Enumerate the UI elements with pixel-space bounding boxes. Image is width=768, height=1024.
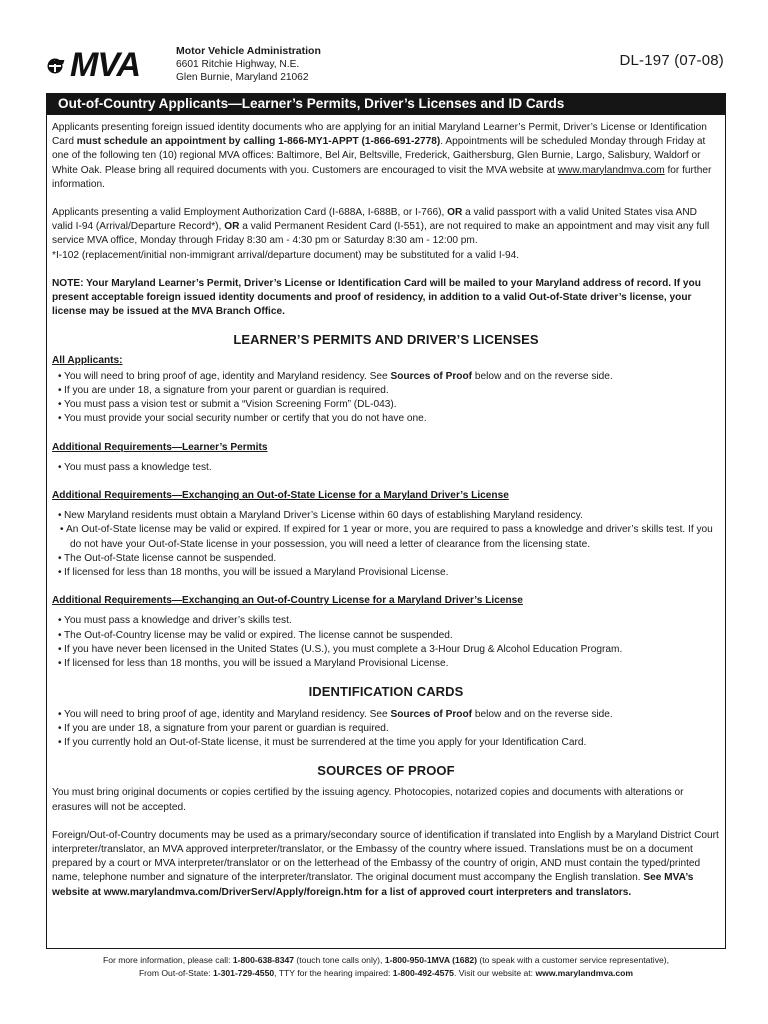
mva-logo (46, 46, 176, 80)
id-cards-list (52, 708, 720, 751)
appointment-phone: must schedule an appointment by calling 1-866-MY1-APPT (1-866-691-2778) (76, 136, 441, 148)
phone-customer-service: 1-800-950-1MVA (1682) (384, 955, 478, 965)
list-item: • You must provide your social security number or certify that you do not have one. (58, 413, 427, 425)
sources-paragraph-1: You must bring original documents or copies certified by the issuing agency. Photocopies, notarized copies and documents with alterations or erasures will not be accepted. (52, 787, 684, 813)
svg-text:MVA: MVA (70, 46, 141, 80)
sources-paragraph-2: Foreign/Out-of-Country documents may be used as a primary/secondary source of identification if translated into English by a Maryland District Court interpreter/translator, an MVA approved interpreter/translator, or the Embassy of the country where issued. Translations must be on a document prepared by a court or MVA interpreter/translator or on the letterhead of the Embassy of the country of origin, AND must contain the typed/printed name, telephone number and signature of the interpreter/translator. The original document must accompany the English translation. See MVA’s website at www.marylandmva.com/DriverServ/Apply/foreign.htm for a list of approved court interpreters and translators. (52, 829, 719, 898)
all-applicants-list (52, 370, 720, 427)
list-item: • If you currently hold an Out-of-State license, it must be surrendered at the time you apply for your Identification Card. (58, 736, 587, 748)
website-link[interactable]: www.marylandmva.com (557, 164, 665, 176)
learners-permits-list (52, 461, 720, 475)
footer-line-2: From Out-of-State: 1-301-729-4550, TTY for the hearing impaired: 1-800-492-4575. Visit our website at: www.marylandmva.com (138, 967, 634, 978)
subheading-learners-permits: Additional Requirements—Learner’s Permits (52, 441, 268, 453)
footer-line-1: For more information, please call: 1-800-638-8347 (touch tone calls only), 1-800-950-1MVA (1682) (to speak with a customer service representative), (102, 955, 670, 965)
form-number: DL-197 (07-08) (619, 52, 724, 69)
intro-paragraph-2: Applicants presenting a valid Employment Authorization Card (I-688A, I-688B, or I-766), OR a valid passport with a valid United States visa AND valid I-94 (Arrival/Departure Record*), OR a valid Permanent Resident Card (I-551), are not required to make an appointment and may visit any full service MVA office, Monday through Friday 8:30 am - 4:30 pm or Saturday 8:30 am - 12:00 pm. *I-102 (replacement/initial non-immigrant arrival/departure document) may be substituted for a valid I-94. (52, 207, 710, 261)
subheading-out-of-state: Additional Requirements—Exchanging an Out-of-State License for a Maryland Driver’s License (52, 490, 509, 502)
mailing-note: NOTE: Your Maryland Learner’s Permit, Driver’s License or Identification Card will be mailed to your Maryland address of record. If you present acceptable foreign issued identity documents and proof of residency, in addition to a valid Out-of-State driver’s license, your license may be issued at the MVA Branch Office. (52, 277, 701, 318)
address-line-1: 6601 Ritchie Highway, N.E. (176, 59, 300, 70)
list-item: • The Out-of-Country license may be valid or expired. The license cannot be suspended. (58, 629, 453, 641)
list-item: • If you are under 18, a signature from your parent or guardian is required. (58, 722, 389, 734)
letterhead (46, 42, 736, 86)
list-item: • You must pass a vision test or submit a “Vision Screening Form” (DL-043). (58, 399, 397, 411)
out-of-country-list (52, 614, 720, 671)
phone-tty: 1-800-492-4575 (392, 967, 454, 978)
translators-website-note: See MVA’s website at www.marylandmva.com/DriverServ/Apply/foreign.htm for a list of approved court interpreters and translators. (52, 872, 694, 898)
list-item: • If licensed for less than 18 months, you will be issued a Maryland Provisional License. (58, 658, 449, 670)
list-item: • You must pass a knowledge and driver’s skills test. (58, 615, 292, 627)
list-item: • If you are under 18, a signature from your parent or guardian is required. (58, 385, 389, 397)
i102-footnote: *I-102 (replacement/initial non-immigrant arrival/departure document) may be substituted for a valid I-94. (52, 249, 520, 261)
out-of-state-list (52, 509, 720, 580)
list-item: • An Out-of-State license may be valid or expired. If expired for 1 year or more, you are required to pass a knowledge and driver’s skills test. If you do not have your Out-of-State license in your possession, you will need a letter of clearance from the licensing state. (60, 524, 713, 550)
document-title: Out-of-Country Applicants—Learner’s Permits, Driver’s Licenses and ID Cards (46, 93, 726, 115)
agency-name: Motor Vehicle Administration (176, 45, 321, 57)
intro-paragraph-1: Applicants presenting foreign issued identity documents who are applying for an initial Maryland Learner’s Permit, Driver’s License or Identification Card must schedule an appointment by calling 1-866-MY1-APPT (1-866-691-2778). Appointments will be scheduled Monday through Friday at one of the following ten (10) regional MVA offices: Baltimore, Bel Air, Beltsville, Frederick, Gaithersburg, Glen Burnie, Largo, Salisbury, Waldorf or White Oak. Please bring all required documents with you. Customers are encouraged to visit the MVA website at www.marylandmva.com for further information. (52, 122, 712, 190)
list-item: • The Out-of-State license cannot be suspended. (58, 552, 277, 564)
address-line-2: Glen Burnie, Maryland 21062 (176, 72, 309, 83)
list-item: • You will need to bring proof of age, identity and Maryland residency. See Sources of Proof below and on the reverse side. (58, 370, 613, 382)
list-item: • If you have never been licensed in the United States (U.S.), you must complete a 3-Hour Drug & Alcohol Education Program. (58, 643, 623, 655)
subheading-out-of-country: Additional Requirements—Exchanging an Out-of-Country License for a Maryland Driver’s License (52, 595, 523, 607)
phone-out-of-state: 1-301-729-4550 (212, 967, 275, 978)
list-item: • You will need to bring proof of age, identity and Maryland residency. See Sources of Proof below and on the reverse side. (58, 708, 613, 720)
list-item: • New Maryland residents must obtain a Maryland Driver’s License within 60 days of establishing Maryland residency. (58, 510, 583, 522)
agency-address (176, 45, 321, 84)
footer-website-link[interactable]: www.marylandmva.com (535, 967, 634, 978)
document-body (52, 121, 720, 900)
list-item: • You must pass a knowledge test. (58, 461, 212, 473)
heading-id-cards: IDENTIFICATION CARDS (308, 684, 464, 700)
heading-sources-of-proof: SOURCES OF PROOF (317, 763, 455, 779)
footer-contact (46, 954, 726, 979)
subheading-all-applicants: All Applicants: (52, 354, 123, 366)
phone-touch-tone: 1-800-638-8347 (232, 955, 295, 965)
list-item: • If licensed for less than 18 months, you will be issued a Maryland Provisional License. (58, 567, 449, 579)
heading-permits-licenses: LEARNER’S PERMITS AND DRIVER’S LICENSES (233, 332, 539, 348)
